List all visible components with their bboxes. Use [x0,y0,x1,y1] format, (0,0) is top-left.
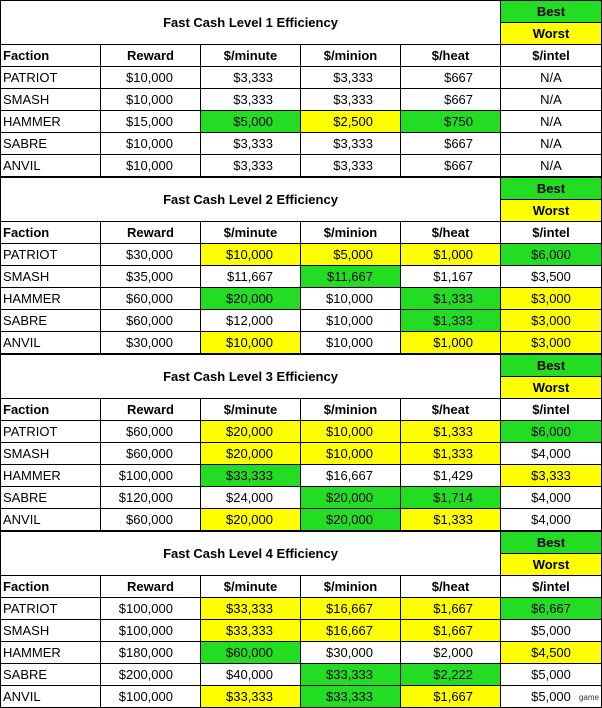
column-header: $/minute [201,45,301,67]
value-cell: $3,500 [501,266,602,288]
value-cell: $10,000 [301,443,401,465]
value-cell: $1,429 [401,465,501,487]
legend-worst: Worst [501,23,602,45]
column-header: $/minion [301,222,401,244]
value-cell: $3,333 [501,465,602,487]
value-cell: $100,000 [101,465,201,487]
table-row [1,642,602,664]
value-cell: $2,222 [401,664,501,686]
value-cell: $120,000 [101,487,201,509]
value-cell: $15,000 [101,111,201,133]
table-row [1,487,602,509]
legend-worst: Worst [501,200,602,222]
value-cell: $60,000 [101,310,201,332]
legend-worst: Worst [501,554,602,576]
value-cell: $20,000 [201,288,301,310]
column-header: $/minion [301,399,401,421]
value-cell: $33,333 [201,465,301,487]
table-row [1,266,602,288]
value-cell: $750 [401,111,501,133]
value-cell: $100,000 [101,598,201,620]
value-cell: $1,667 [401,620,501,642]
value-cell: $6,667 [501,598,602,620]
value-cell: $20,000 [301,487,401,509]
column-header: $/minute [201,222,301,244]
value-cell: $667 [401,89,501,111]
legend-best: Best [501,1,602,23]
value-cell: $1,000 [401,244,501,266]
value-cell: $30,000 [101,332,201,354]
value-cell: $30,000 [101,244,201,266]
value-cell: $16,667 [301,465,401,487]
value-cell: $100,000 [101,686,201,708]
section-title: Fast Cash Level 4 Efficiency [1,532,501,576]
value-cell: $5,000 [501,620,602,642]
value-cell: $10,000 [101,133,201,155]
faction-cell: SMASH [1,89,101,111]
section-title: Fast Cash Level 3 Efficiency [1,355,501,399]
value-cell: $24,000 [201,487,301,509]
value-cell: $33,333 [301,686,401,708]
value-cell: $3,333 [301,155,401,177]
value-cell: $35,000 [101,266,201,288]
faction-cell: SMASH [1,620,101,642]
value-cell: $10,000 [301,421,401,443]
value-cell: $20,000 [201,509,301,531]
value-cell: $16,667 [301,598,401,620]
value-cell: $10,000 [101,89,201,111]
faction-cell: SABRE [1,664,101,686]
value-cell: $33,333 [201,686,301,708]
column-header: Faction [1,399,101,421]
value-cell: $1,333 [401,288,501,310]
value-cell: $5,000 [201,111,301,133]
value-cell: $10,000 [301,310,401,332]
value-cell: $3,333 [301,89,401,111]
value-cell: $1,667 [401,686,501,708]
faction-cell: HAMMER [1,111,101,133]
section-title: Fast Cash Level 2 Efficiency [1,178,501,222]
value-cell: $3,333 [301,67,401,89]
value-cell: $4,500 [501,642,602,664]
legend-worst: Worst [501,377,602,399]
faction-cell: ANVIL [1,332,101,354]
value-cell: $5,000 [501,686,602,708]
value-cell: N/A [501,67,602,89]
value-cell: $2,000 [401,642,501,664]
column-header: $/heat [401,222,501,244]
value-cell: $4,000 [501,487,602,509]
value-cell: N/A [501,133,602,155]
faction-cell: HAMMER [1,465,101,487]
column-header: $/intel [501,45,602,67]
value-cell: $200,000 [101,664,201,686]
table-row [1,686,602,708]
value-cell: $5,000 [501,664,602,686]
value-cell: $1,333 [401,443,501,465]
efficiency-table-level-1 [0,0,602,177]
value-cell: $180,000 [101,642,201,664]
watermark: game [578,693,599,702]
value-cell: $3,333 [301,133,401,155]
efficiency-table-level-4 [0,531,602,708]
value-cell: $20,000 [301,509,401,531]
table-row [1,89,602,111]
value-cell: $30,000 [301,642,401,664]
value-cell: $10,000 [201,332,301,354]
faction-cell: ANVIL [1,155,101,177]
column-header: $/heat [401,576,501,598]
value-cell: $1,333 [401,509,501,531]
table-row [1,244,602,266]
column-header: Reward [101,45,201,67]
value-cell: $4,000 [501,443,602,465]
value-cell: $4,000 [501,509,602,531]
column-header: $/minion [301,45,401,67]
value-cell: $33,333 [201,598,301,620]
faction-cell: ANVIL [1,509,101,531]
column-header: Reward [101,222,201,244]
column-header: $/heat [401,399,501,421]
value-cell: $6,000 [501,421,602,443]
value-cell: $1,667 [401,598,501,620]
column-header: Reward [101,399,201,421]
value-cell: $20,000 [201,443,301,465]
efficiency-table-level-2 [0,177,602,354]
table-row [1,288,602,310]
value-cell: $100,000 [101,620,201,642]
column-header: Reward [101,576,201,598]
faction-cell: PATRIOT [1,67,101,89]
value-cell: $10,000 [301,332,401,354]
legend-best: Best [501,355,602,377]
faction-cell: PATRIOT [1,244,101,266]
efficiency-table-level-3 [0,354,602,531]
legend-best: Best [501,178,602,200]
column-header: Faction [1,45,101,67]
value-cell: $60,000 [101,288,201,310]
value-cell: $12,000 [201,310,301,332]
legend-best: Best [501,532,602,554]
value-cell: $60,000 [101,421,201,443]
column-header: $/heat [401,45,501,67]
table-row [1,332,602,354]
value-cell: $20,000 [201,421,301,443]
table-row [1,465,602,487]
value-cell: $10,000 [101,67,201,89]
value-cell: $60,000 [101,443,201,465]
column-header: $/minute [201,399,301,421]
value-cell: $667 [401,67,501,89]
value-cell: $1,000 [401,332,501,354]
faction-cell: SMASH [1,266,101,288]
value-cell: $11,667 [301,266,401,288]
value-cell: $3,333 [201,155,301,177]
table-row [1,67,602,89]
value-cell: $33,333 [301,664,401,686]
column-header: Faction [1,222,101,244]
value-cell: $1,333 [401,310,501,332]
column-header: $/minute [201,576,301,598]
value-cell: $60,000 [101,509,201,531]
column-header: $/minion [301,576,401,598]
table-row [1,509,602,531]
table-row [1,598,602,620]
faction-cell: SMASH [1,443,101,465]
value-cell: $16,667 [301,620,401,642]
value-cell: N/A [501,89,602,111]
value-cell: $10,000 [101,155,201,177]
table-row [1,310,602,332]
faction-cell: SABRE [1,133,101,155]
value-cell: $667 [401,155,501,177]
value-cell: $3,333 [201,133,301,155]
value-cell: $40,000 [201,664,301,686]
value-cell: $2,500 [301,111,401,133]
faction-cell: PATRIOT [1,421,101,443]
column-header: $/intel [501,222,602,244]
faction-cell: HAMMER [1,288,101,310]
value-cell: $6,000 [501,244,602,266]
value-cell: $3,000 [501,310,602,332]
faction-cell: ANVIL [1,686,101,708]
value-cell: $667 [401,133,501,155]
value-cell: $5,000 [301,244,401,266]
table-row [1,133,602,155]
faction-cell: SABRE [1,310,101,332]
table-row [1,664,602,686]
value-cell: $1,333 [401,421,501,443]
value-cell: $3,000 [501,288,602,310]
table-row [1,620,602,642]
value-cell: $10,000 [301,288,401,310]
value-cell: $1,167 [401,266,501,288]
table-row [1,111,602,133]
value-cell: N/A [501,111,602,133]
value-cell: $3,000 [501,332,602,354]
value-cell: $11,667 [201,266,301,288]
section-title: Fast Cash Level 1 Efficiency [1,1,501,45]
value-cell: $60,000 [201,642,301,664]
column-header: Faction [1,576,101,598]
column-header: $/intel [501,399,602,421]
table-row [1,155,602,177]
value-cell: $1,714 [401,487,501,509]
value-cell: $3,333 [201,89,301,111]
table-row [1,443,602,465]
value-cell: N/A [501,155,602,177]
value-cell: $33,333 [201,620,301,642]
value-cell: $3,333 [201,67,301,89]
faction-cell: SABRE [1,487,101,509]
table-row [1,421,602,443]
value-cell: $10,000 [201,244,301,266]
column-header: $/intel [501,576,602,598]
faction-cell: HAMMER [1,642,101,664]
faction-cell: PATRIOT [1,598,101,620]
